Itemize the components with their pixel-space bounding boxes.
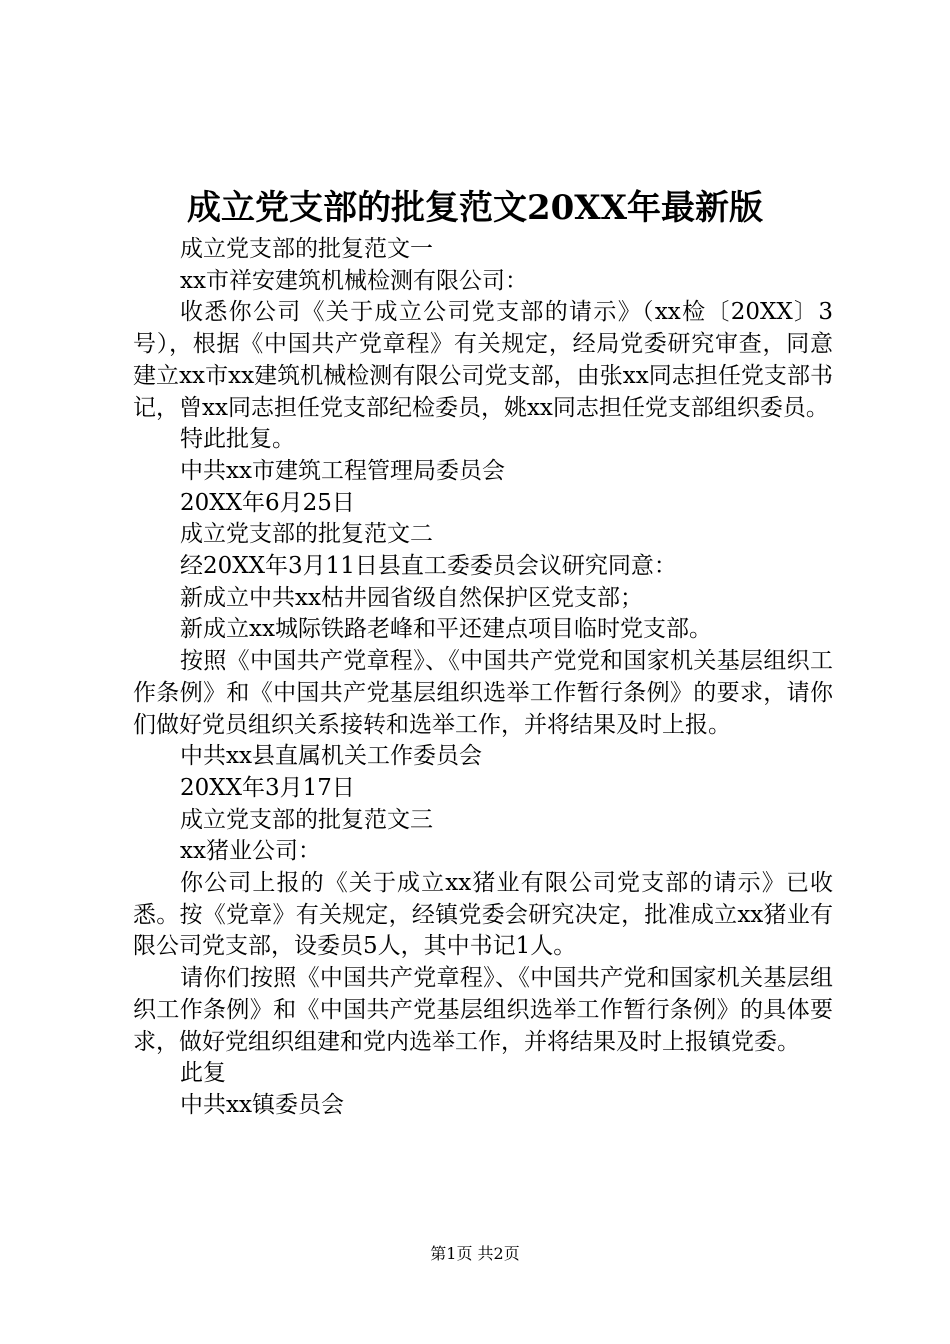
- body-line-2a: 经20XX年3月11日县直工委委员会议研究同意：: [180, 553, 677, 580]
- page-indicator: 第1页 共2页: [430, 1244, 520, 1263]
- signatory-2: 中共xx县直属机关工作委员会: [180, 743, 482, 770]
- body-line-2b: 新成立中共xx枯井园省级自然保护区党支部；: [180, 584, 643, 611]
- section-heading-2: 成立党支部的批复范文二: [180, 521, 433, 548]
- section-heading-1: 成立党支部的批复范文一: [180, 236, 433, 262]
- body-paragraph-3b: 请你们按照《中国共产党章程》、《中国共产党和国家机关基层组织工作条例》和《中国共产党基层组织选举工作暂行条例》的具体要求，做好党组织组建和党内选举工作，并将结果及时上报镇党委。: [133, 965, 833, 1055]
- body-paragraph-1: 收悉你公司《关于成立公司党支部的请示》（xx检〔20XX〕3号），根据《中国共产党章程》有关规定，经局党委研究审查，同意建立xx市xx建筑机械检测有限公司党支部，由张xx同志担任党支部书记，曾xx同志担任党支部纪检委员，姚xx同志担任党支部组织委员。: [133, 299, 833, 421]
- body-paragraph-2: 按照《中国共产党章程》、《中国共产党党和国家机关基层组织工作条例》和《中国共产党基层组织选举工作暂行条例》的要求，请你们做好党员组织关系接转和选举工作，并将结果及时上报。: [133, 648, 833, 738]
- addressee-1: xx市祥安建筑机械检测有限公司：: [180, 267, 528, 294]
- body-line-2c: 新成立xx城际铁路老峰和平还建点项目临时党支部。: [180, 616, 712, 643]
- addressee-3: xx猪业公司：: [180, 838, 321, 865]
- document-title: 成立党支部的批复范文20XX年最新版: [186, 188, 764, 228]
- closing-3: 此复: [180, 1060, 226, 1087]
- signatory-3: 中共xx镇委员会: [180, 1091, 344, 1118]
- signatory-1: 中共xx市建筑工程管理局委员会: [180, 457, 505, 484]
- document-body: [133, 234, 833, 1122]
- body-paragraph-3a: 你公司上报的《关于成立xx猪业有限公司党支部的请示》已收悉。按《党章》有关规定，经镇党委会研究决定，批准成立xx猪业有限公司党支部，设委员5人，其中书记1人。: [133, 870, 833, 960]
- closing-1: 特此批复。: [180, 426, 295, 453]
- date-1: 20XX年6月25日: [180, 489, 355, 516]
- section-heading-3: 成立党支部的批复范文三: [180, 806, 433, 833]
- date-2: 20XX年3月17日: [180, 774, 355, 801]
